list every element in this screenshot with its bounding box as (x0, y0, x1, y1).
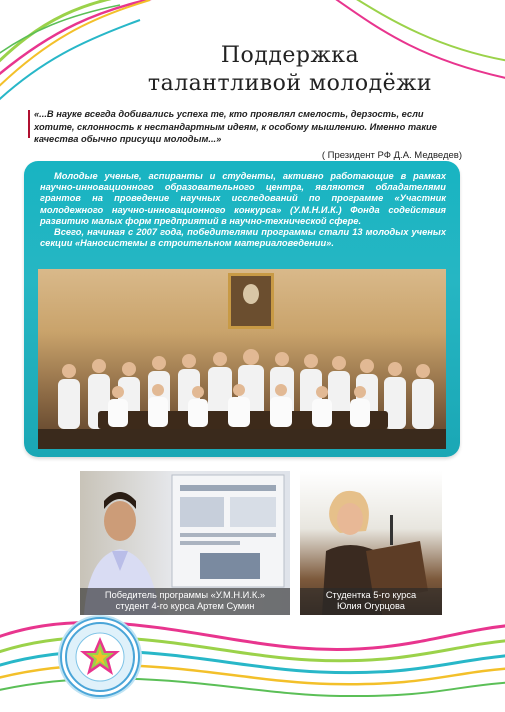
quote-text: «...В науке всегда добивались успеха те, кто проявлял смелость, дерзость, если хотите, склонность к нестандартным идеям, к особому мышлению. Именно такие качества обычно присущи молодым...» (34, 109, 437, 144)
group-people-illustration (38, 319, 446, 449)
quote-accent-bar (28, 110, 30, 138)
page-title (100, 42, 480, 98)
intro-paragraph-2: Всего, начиная с 2007 года, победителями программы стали 13 молодых ученых секции «Наносистемы в строительном материаловедении». (40, 227, 446, 249)
right-caption-line2: Юлия Огурцова (337, 601, 405, 611)
intro-panel (24, 161, 460, 457)
university-emblem-logo (60, 617, 140, 697)
student-photo-right (300, 471, 442, 615)
intro-text (40, 171, 446, 249)
student-photo-left (80, 471, 290, 615)
left-caption-line2: студент 4-го курса Артем Сумин (115, 601, 255, 611)
page-title-line1: Поддержка (220, 43, 360, 68)
right-photo-caption (300, 588, 442, 615)
quote-attribution: ( Президент РФ Д.А. Медведев) (321, 149, 462, 161)
intro-paragraph-1: Молодые ученые, аспиранты и студенты, активно работающие в рамках научно-инновационного образовательного центра, являются обладателями грантов на проведение научных исследований по программе «Участник молодежного научно-инновационного конкурса» (У.М.Н.И.К.) Фонда содействия развитию малых форм предприятий в научно-технической сфере. (40, 171, 446, 226)
page-title-line2: талантливой молодёжи (147, 71, 433, 96)
quote-block (34, 108, 466, 161)
group-photo (38, 269, 446, 449)
left-caption-line1: Победитель программы «У.М.Н.И.К.» (104, 590, 266, 600)
right-caption-line1: Студентка 5-го курса (325, 590, 417, 600)
left-photo-caption (80, 588, 290, 615)
